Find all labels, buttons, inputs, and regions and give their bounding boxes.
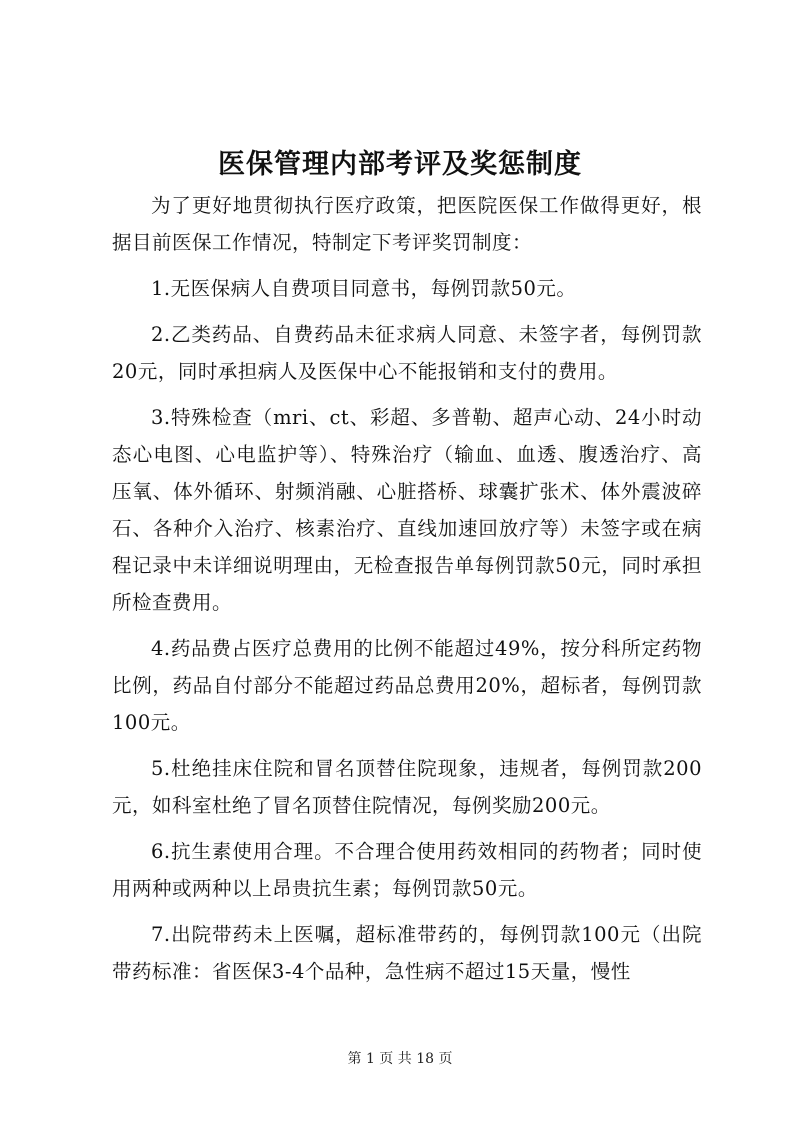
paragraph-item-2: 2.乙类药品、自费药品未征求病人同意、未签字者，每例罚款20元，同时承担病人及医保中心不能报销和支付的费用。	[112, 323, 702, 383]
paragraph-item-1: 1.无医保病人自费项目同意书，每例罚款50元。	[151, 277, 577, 300]
paragraph-item-6: 6.抗生素使用合理。不合理合使用药效相同的药物者；同时使用两种或两种以上昂贵抗生素；每例罚款50元。	[112, 840, 702, 900]
page-number-footer: 第 1 页 共 18 页	[347, 1051, 453, 1067]
paragraph-item-5: 5.杜绝挂床住院和冒名顶替住院现象，违规者，每例罚款200元，如科室杜绝了冒名顶替住院情况，每例奖励200元。	[112, 757, 702, 817]
paragraph-item-7: 7.出院带药未上医嘱，超标准带药的，每例罚款100元（出院带药标准：省医保3-4个品种，急性病不超过15天量，慢性	[112, 923, 702, 983]
paragraph-item-4: 4.药品费占医疗总费用的比例不能超过49%，按分科所定药物比例，药品自付部分不能超过药品总费用20%，超标者，每例罚款100元。	[112, 637, 702, 734]
paragraph-intro: 为了更好地贯彻执行医疗政策，把医院医保工作做得更好，根据目前医保工作情况，特制定下考评奖罚制度：	[112, 194, 702, 254]
document-body	[112, 187, 702, 999]
paragraph-item-3: 3.特殊检查（mri、ct、彩超、多普勒、超声心动、24小时动态心电图、心电监护等）、特殊治疗（输血、血透、腹透治疗、高压氧、体外循环、射频消融、心脏搭桥、球囊扩张术、体外震波碎石、各种介入治疗、核素治疗、直线加速回放疗等）未签字或在病程记录中未详细说明理由，无检查报告单每例罚款50元，同时承担所检查费用。	[112, 406, 702, 614]
document-title: 医保管理内部考评及奖惩制度	[218, 149, 582, 180]
